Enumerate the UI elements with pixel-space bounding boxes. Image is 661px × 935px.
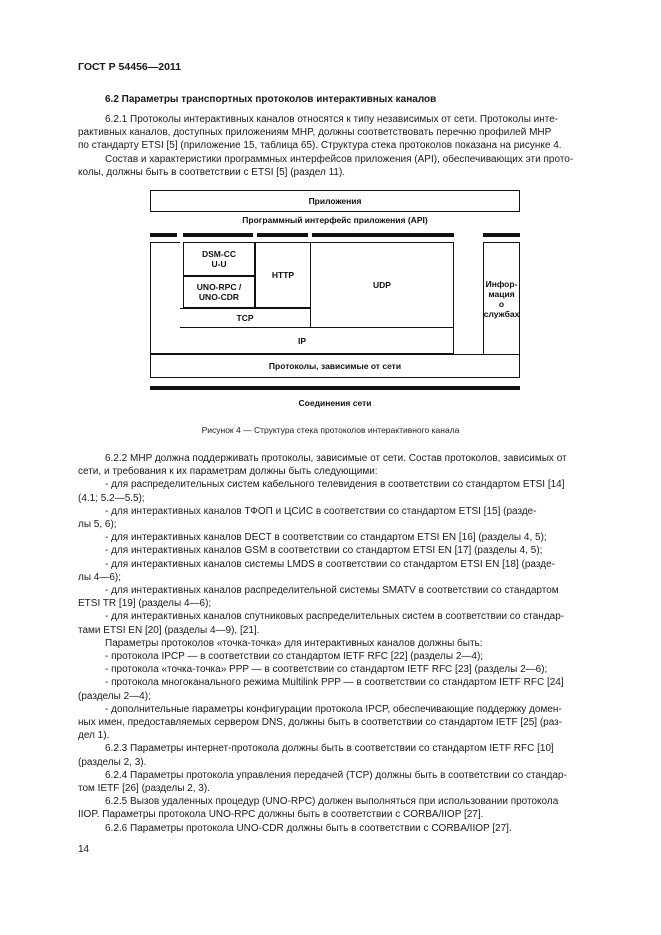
body-line: - протокола «точка-точка» PPP — в соответствии со стандартом IETF RFC [23] (разделы 2—6);	[105, 664, 548, 676]
page-number: 14	[78, 844, 90, 855]
layer-separator	[483, 233, 520, 237]
body-line: ETSI TR [19] (разделы 4—6);	[78, 598, 212, 610]
body-line: - протокола IPCP — в соответствии со стандартом IETF RFC [22] (разделы 2—4);	[105, 651, 484, 663]
body-line: Параметры протоколов «точка-точка» для интерактивных каналов должны быть:	[105, 637, 483, 649]
section-title: 6.2 Параметры транспортных протоколов интерактивных каналов	[105, 94, 437, 105]
network-connections-label: Соединения сети	[298, 398, 372, 408]
body-line: 6.2.2 MHP должна поддерживать протоколы, зависимые от сети. Состав протоколов, зависимых от	[105, 453, 567, 464]
body-line: - для интерактивных каналов системы LMDS в соответствии со стандартом ETSI EN [18] (разде-	[105, 558, 555, 570]
body-line: - дополнительные параметры конфигурации протокола IPCP, обеспечивающие поддержку домен-	[105, 703, 562, 715]
body-line: - для интерактивных каналов GSM в соответствии со стандартом ETSI EN [17] (разделы 4, 5);	[105, 545, 543, 557]
layer-separator	[257, 233, 308, 237]
network-protocols-box: Протоколы, зависимые от сети	[150, 354, 520, 378]
intro-line: 6.2.1 Протоколы интерактивных каналов относятся к типу независимых от сети. Протоколы инте-	[105, 114, 559, 125]
body-line: тами ETSI EN [20] (разделы 4—9), [21].	[78, 624, 260, 636]
figure-caption: Рисунок 4 — Структура стека протоколов интерактивного канала	[201, 425, 460, 435]
intro-line: колы, должны быть в соответствии с ETSI [5] (раздел 11).	[78, 166, 346, 178]
http-box: HTTP	[255, 242, 311, 308]
intro-text	[78, 113, 614, 179]
body-line: (разделы 2, 3).	[78, 756, 147, 768]
api-label: Программный интерфейс приложения (API)	[242, 215, 428, 225]
body-line: том IETF [26] (разделы 2, 3).	[78, 783, 210, 795]
service-info-box: Инфор- мация о службах	[483, 242, 520, 354]
body-line: - для интерактивных каналов спутниковых распределительных систем в соответствии со стандар-	[105, 611, 565, 623]
tcp-box: TCP	[180, 308, 311, 328]
body-line: лы 5, 6);	[78, 519, 117, 531]
dsmcc-box: DSM-CC U-U	[183, 242, 255, 276]
body-line: - для интерактивных каналов распределительной системы SMATV в соответствии со стандартом	[105, 585, 559, 597]
body-line: IIOP. Параметры протокола UNO-RPC должны быть в соответствии с CORBA/IIOP [27].	[78, 809, 484, 821]
left-column	[150, 242, 180, 328]
body-line: - протокола многоканального режима Multilink PPP — в соответствии со стандартом IETF RFC [24]	[105, 677, 564, 689]
intro-line: рактивных каналов, доступных приложениям MHP, должны соответствовать перечню профилей MHP	[78, 127, 552, 139]
body-line: (4.1; 5.2—5.5);	[78, 492, 145, 504]
body-line: - для интерактивных каналов DECT в соответствии со стандартом ETSI EN [16] (разделы 4, 5);	[105, 532, 547, 544]
body-text	[78, 452, 614, 835]
body-line: дел 1).	[78, 730, 110, 742]
intro-line: по стандарту ETSI [5] (приложение 15, таблица 65). Структура стека протоколов показана на рисунке 4.	[78, 140, 562, 152]
body-line: - для распределительных систем кабельного телевидения в соответствии со стандартом ETSI [14]	[105, 479, 565, 491]
body-line: лы 4—6);	[78, 571, 122, 583]
body-line: - для интерактивных каналов ТФОП и ЦСИС в соответствии со стандартом ETSI [15] (разде-	[105, 505, 537, 517]
body-line: (разделы 2—4);	[78, 690, 151, 702]
applications-box: Приложения	[150, 190, 520, 212]
intro-line: Состав и характеристики программных интерфейсов приложения (API), обеспечивающих эти прото-	[105, 153, 574, 165]
body-line: 6.2.6 Параметры протокола UNO-CDR должны быть в соответствии с CORBA/IIOP [27].	[105, 822, 512, 834]
uno-rpc-box: UNO-RPC / UNO-CDR	[183, 276, 255, 308]
layer-separator	[312, 233, 454, 237]
layer-separator	[183, 233, 253, 237]
network-bar	[150, 386, 520, 390]
body-line: ных имен, предоставляемых сервером DNS, должны быть в соответствии со стандартом IETF [25] (раз-	[78, 717, 563, 729]
udp-box: UDP	[311, 242, 454, 328]
body-line: 6.2.3 Параметры интернет-протокола должны быть в соответствии со стандартом IETF RFC [10]	[105, 743, 554, 755]
document-code: ГОСТ Р 54456—2011	[78, 61, 182, 73]
layer-separator	[150, 233, 177, 237]
body-line: 6.2.5 Вызов удаленных процедур (UNO-RPC) должен выполняться при использовании протокола	[105, 796, 559, 808]
body-line: сети, и требования к их параметрам должны быть следующими:	[78, 466, 378, 478]
body-line: 6.2.4 Параметры протокола управления передачей (TCP) должны быть в соответствии со стандар-	[105, 769, 567, 781]
ip-box: IP	[150, 328, 454, 354]
protocol-stack-diagram	[150, 190, 520, 420]
